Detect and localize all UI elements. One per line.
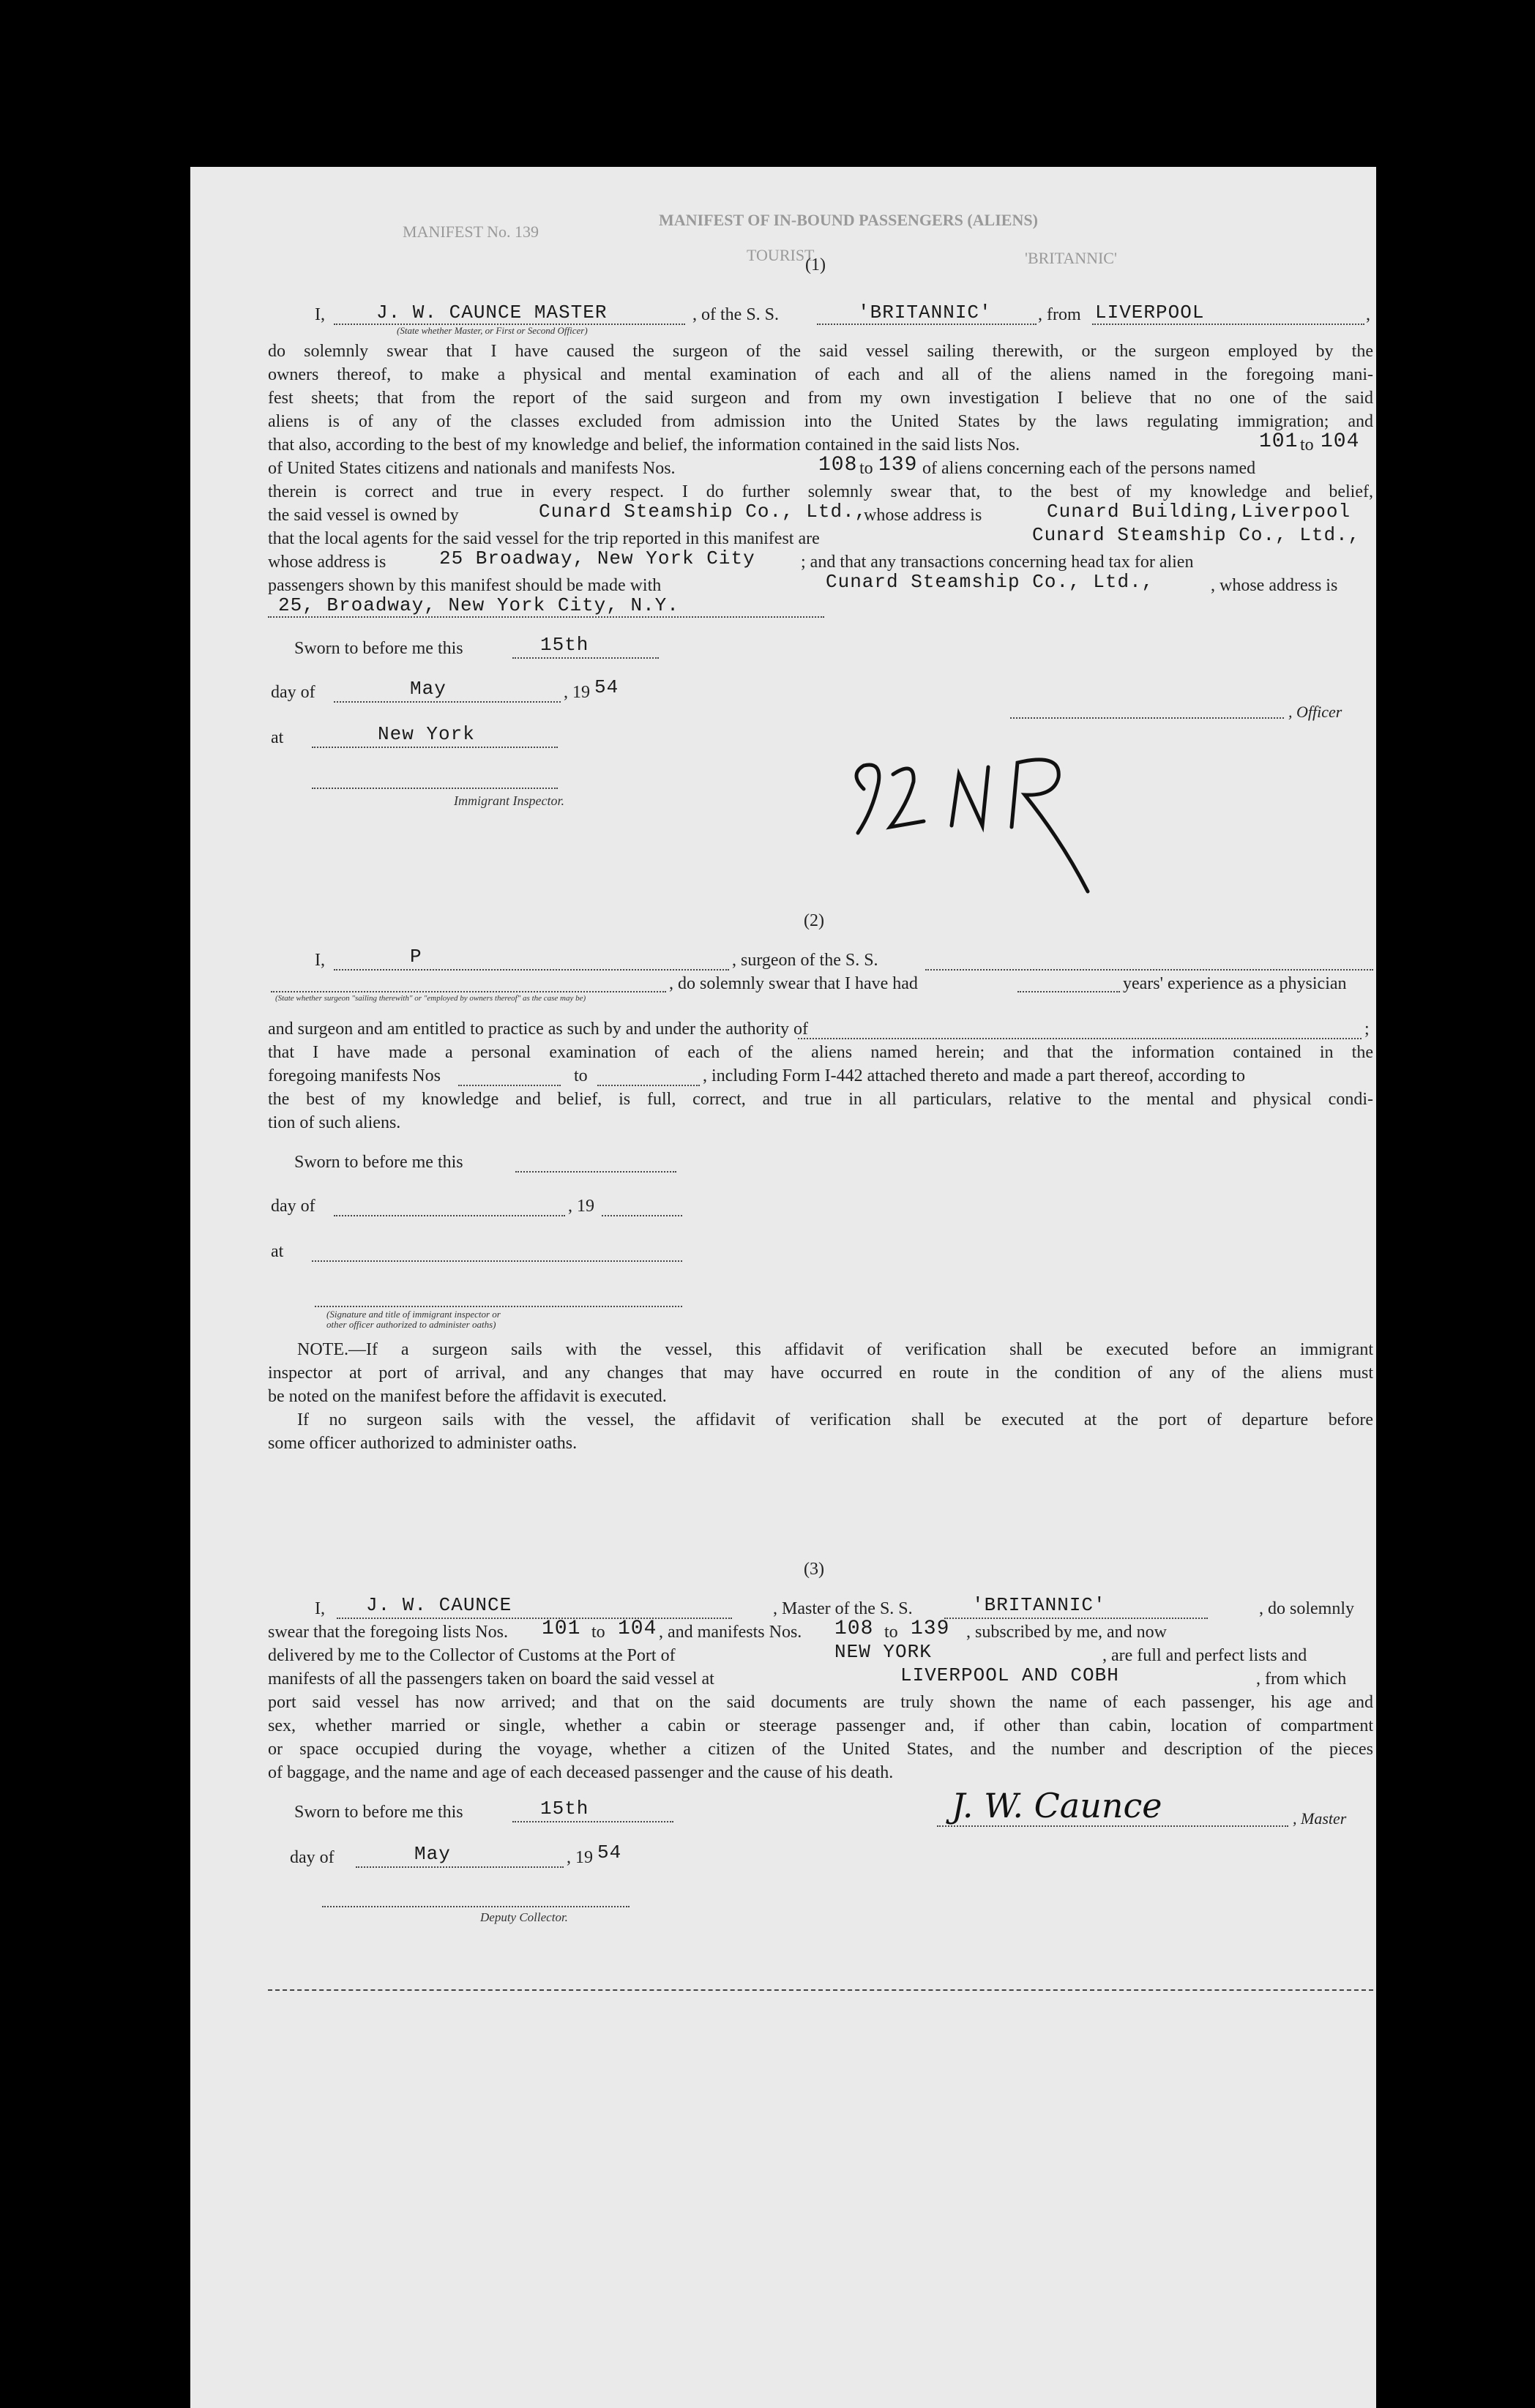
lists-to: 104	[618, 1618, 657, 1640]
lists-to: 104	[1321, 430, 1360, 453]
text: at	[271, 728, 284, 747]
dotted-line	[1092, 324, 1364, 325]
text: , 19	[567, 1848, 593, 1867]
master-name: J. W. CAUNCE	[366, 1594, 512, 1616]
text: , 19	[564, 683, 590, 702]
text: Sworn to before me this	[294, 1153, 463, 1172]
text: delivered by me to the Collector of Customs at the Port of	[268, 1646, 676, 1665]
local-agents: Cunard Steamship Co., Ltd.,	[1032, 524, 1361, 546]
dotted-line	[944, 1618, 1208, 1619]
sworn-year: 54	[597, 1841, 622, 1863]
dotted-line	[312, 1260, 682, 1262]
departure-port: LIVERPOOL	[1095, 302, 1205, 324]
head-tax-address: 25, Broadway, New York City, N.Y.	[278, 594, 679, 616]
oath-line: fest sheets; that from the report of the said surgeon and from my own investigation I believe that no one of the said	[268, 389, 1373, 408]
text: at	[271, 1242, 284, 1261]
section-2-number: (2)	[804, 911, 824, 930]
signature-note: (Signature and title of immigrant inspector or	[326, 1309, 501, 1320]
text: , are full and perfect lists and	[1102, 1646, 1307, 1665]
oath-line: of United States citizens and nationals and manifests Nos.	[268, 459, 676, 478]
sworn-month: May	[410, 678, 447, 700]
dotted-line	[798, 1038, 1362, 1039]
text: I,	[315, 305, 325, 324]
dotted-line	[334, 701, 561, 703]
dotted-line	[268, 616, 824, 618]
dotted-line	[597, 1085, 700, 1086]
dotted-line	[937, 1825, 1288, 1827]
lists-from: 101	[1259, 430, 1299, 453]
manifest-title: MANIFEST OF IN-BOUND PASSENGERS (ALIENS)	[659, 211, 1038, 229]
oath-line: of baggage, and the name and age of each deceased passenger and the cause of his death.	[268, 1763, 894, 1782]
oath-line: aliens is of any of the classes excluded from admission into the United States by the laws regulating immigration; and	[268, 412, 1373, 431]
oath-line: whose address is	[864, 506, 982, 525]
handwritten-code	[842, 745, 1105, 913]
class-stamp: TOURIST	[747, 246, 815, 264]
text: , from which	[1256, 1669, 1347, 1689]
dotted-line	[602, 1215, 682, 1216]
oath-line: sex, whether married or single, whether a cabin or steerage passenger and, if other than cabin, location of compartment	[268, 1716, 1373, 1735]
text: day of	[271, 683, 315, 702]
text: , surgeon of the S. S.	[732, 951, 878, 970]
oath-line: , whose address is	[1211, 576, 1338, 595]
dotted-line	[817, 324, 1037, 325]
sworn-place: New York	[378, 723, 475, 745]
oath-line: port said vessel has now arrived; and that on the said documents are truly shown the name of each passenger, his age and	[268, 1693, 1373, 1712]
oath-line: the said vessel is owned by	[268, 506, 459, 525]
master-name: J. W. CAUNCE MASTER	[376, 302, 608, 324]
ship-name: 'BRITANNIC'	[858, 302, 992, 324]
punch-hole	[1442, 1973, 1474, 2005]
text: Sworn to before me this	[294, 639, 463, 658]
text: that I have made a personal examination of each of the aliens named herein; and that the information contained in the	[268, 1043, 1373, 1062]
text: years' experience as a physician	[1123, 974, 1347, 993]
text: , do solemnly	[1259, 1599, 1354, 1618]
note-line: inspector at port of arrival, and any changes that may have occurred en route in the condition of any of the aliens must	[268, 1364, 1373, 1383]
ship-name: 'BRITANNIC'	[972, 1594, 1106, 1616]
text: tion of such aliens.	[268, 1113, 401, 1132]
note-line: some officer authorized to administer oaths.	[268, 1434, 578, 1453]
oath-line: that also, according to the best of my knowledge and belief, the information contained in the said lists Nos.	[268, 435, 1020, 455]
oath-line: do solemnly swear that I have caused the surgeon of the said vessel sailing therewith, or the surgeon employed by the	[268, 342, 1373, 361]
signature-note: other officer authorized to administer oaths)	[326, 1319, 496, 1330]
text: to	[1300, 435, 1314, 455]
text: , including Form I-442 attached thereto and made a part thereof, according to	[703, 1066, 1246, 1085]
inspector-label: Immigrant Inspector.	[454, 793, 564, 808]
punch-hole	[1426, 676, 1458, 708]
text: , Master of the S. S.	[773, 1599, 913, 1618]
dotted-line	[334, 969, 729, 971]
punch-hole	[1451, 373, 1483, 405]
text: ;	[1364, 1020, 1370, 1039]
punch-hole	[1430, 798, 1463, 830]
arrival-port: NEW YORK	[834, 1641, 932, 1663]
note-line: be noted on the manifest before the affidavit is executed.	[268, 1387, 667, 1406]
oath-line: or space occupied during the voyage, whether a citizen of the United States, and the number and description of the pieces	[268, 1740, 1373, 1759]
dotted-line	[271, 991, 666, 992]
dotted-line	[356, 1866, 564, 1868]
dotted-line	[315, 1306, 682, 1307]
oath-line: of aliens concerning each of the persons named	[922, 459, 1256, 478]
master-label: , Master	[1293, 1809, 1347, 1828]
officer-label: , Officer	[1288, 703, 1342, 721]
text: manifests of all the passengers taken on board the said vessel at	[268, 1669, 714, 1689]
surgeon-note: (State whether surgeon "sailing therewith" or "employed by owners thereof" as the case may be)	[275, 994, 586, 1003]
note-line: If no surgeon sails with the vessel, the affidavit of verification shall be executed at the port of departure before	[297, 1410, 1373, 1429]
text: day of	[271, 1197, 315, 1216]
dotted-line	[515, 1171, 676, 1173]
text: to	[574, 1066, 588, 1085]
embarkation-ports: LIVERPOOL AND COBH	[900, 1664, 1119, 1686]
dotted-line	[322, 1906, 630, 1907]
dotted-line	[337, 1618, 732, 1619]
surgeon-initial: P	[410, 946, 422, 968]
punch-hole	[1445, 1171, 1477, 1203]
bottom-rule	[268, 1989, 1373, 1991]
manifest-number: MANIFEST No. 139	[403, 223, 539, 241]
text: , of the S. S.	[692, 305, 780, 324]
dotted-line	[312, 788, 558, 789]
punch-hole	[1427, 1478, 1460, 1511]
section-1-number: (1)	[805, 255, 826, 274]
text: the best of my knowledge and belief, is full, correct, and true in all particulars, relative to the mental and physical condi-	[268, 1090, 1373, 1109]
dotted-line	[1010, 717, 1284, 719]
text: ,	[1366, 305, 1370, 324]
dotted-line	[512, 1821, 673, 1822]
oath-line: therein is correct and true in every respect. I do further solemnly swear that, to the best of my knowledge and belief,	[268, 482, 1373, 501]
sworn-year: 54	[594, 676, 619, 698]
collector-label: Deputy Collector.	[480, 1910, 568, 1924]
text: and surgeon and am entitled to practice as such by and under the authority of	[268, 1020, 808, 1039]
manifests-to: 139	[911, 1618, 950, 1640]
punch-hole	[1433, 1596, 1465, 1628]
text: , do solemnly swear that I have had	[669, 974, 918, 993]
oath-line: owners thereof, to make a physical and mental examination of each and all of the aliens named in the foregoing mani-	[268, 365, 1373, 384]
master-signature: J. W. Caunce	[952, 1786, 1162, 1825]
dotted-line	[1017, 991, 1120, 992]
ship-stamp: 'BRITANNIC'	[1025, 249, 1117, 267]
oath-line: ; and that any transactions concerning head tax for alien	[801, 553, 1194, 572]
manifest-sheet	[190, 167, 1376, 2408]
officer-note: (State whether Master, or First or Second Officer)	[397, 325, 588, 336]
text: to	[591, 1623, 605, 1642]
head-tax-agent: Cunard Steamship Co., Ltd.,	[826, 571, 1154, 593]
text: to	[884, 1623, 898, 1642]
oath-line: whose address is	[268, 553, 386, 572]
text: foregoing manifests Nos	[268, 1066, 441, 1085]
punch-hole	[1422, 309, 1454, 341]
note-line: NOTE.—If a surgeon sails with the vessel, this affidavit of verification shall be executed before an immigrant	[297, 1340, 1373, 1359]
text: , and manifests Nos.	[659, 1623, 802, 1642]
dotted-line	[458, 1085, 561, 1086]
owner: Cunard Steamship Co., Ltd.,	[539, 501, 867, 523]
text: , 19	[568, 1197, 594, 1216]
dotted-line	[312, 747, 558, 748]
oath-line: that the local agents for the said vessel for the trip reported in this manifest are	[268, 529, 820, 548]
dotted-line	[925, 969, 1373, 971]
agents-address: 25 Broadway, New York City	[439, 547, 755, 569]
lists-from: 101	[542, 1618, 581, 1640]
text: , subscribed by me, and now	[966, 1623, 1167, 1642]
text: I,	[315, 951, 325, 970]
manifests-from: 108	[818, 454, 858, 476]
text: I,	[315, 1599, 325, 1618]
owner-address: Cunard Building,Liverpool	[1047, 501, 1351, 523]
oath-line: passengers shown by this manifest should be made with	[268, 576, 662, 595]
section-3-number: (3)	[804, 1560, 824, 1579]
sworn-day: 15th	[540, 634, 589, 656]
dotted-line	[334, 1215, 565, 1216]
text: Sworn to before me this	[294, 1803, 463, 1822]
dotted-line	[512, 657, 659, 659]
manifests-to: 139	[878, 454, 918, 476]
text: swear that the foregoing lists Nos.	[268, 1623, 508, 1642]
punch-hole	[1432, 2086, 1464, 2118]
text: day of	[290, 1848, 335, 1867]
sworn-day: 15th	[540, 1798, 589, 1820]
manifests-from: 108	[834, 1618, 874, 1640]
text: to	[859, 459, 873, 478]
text: , from	[1038, 305, 1081, 324]
sworn-month: May	[414, 1843, 451, 1865]
